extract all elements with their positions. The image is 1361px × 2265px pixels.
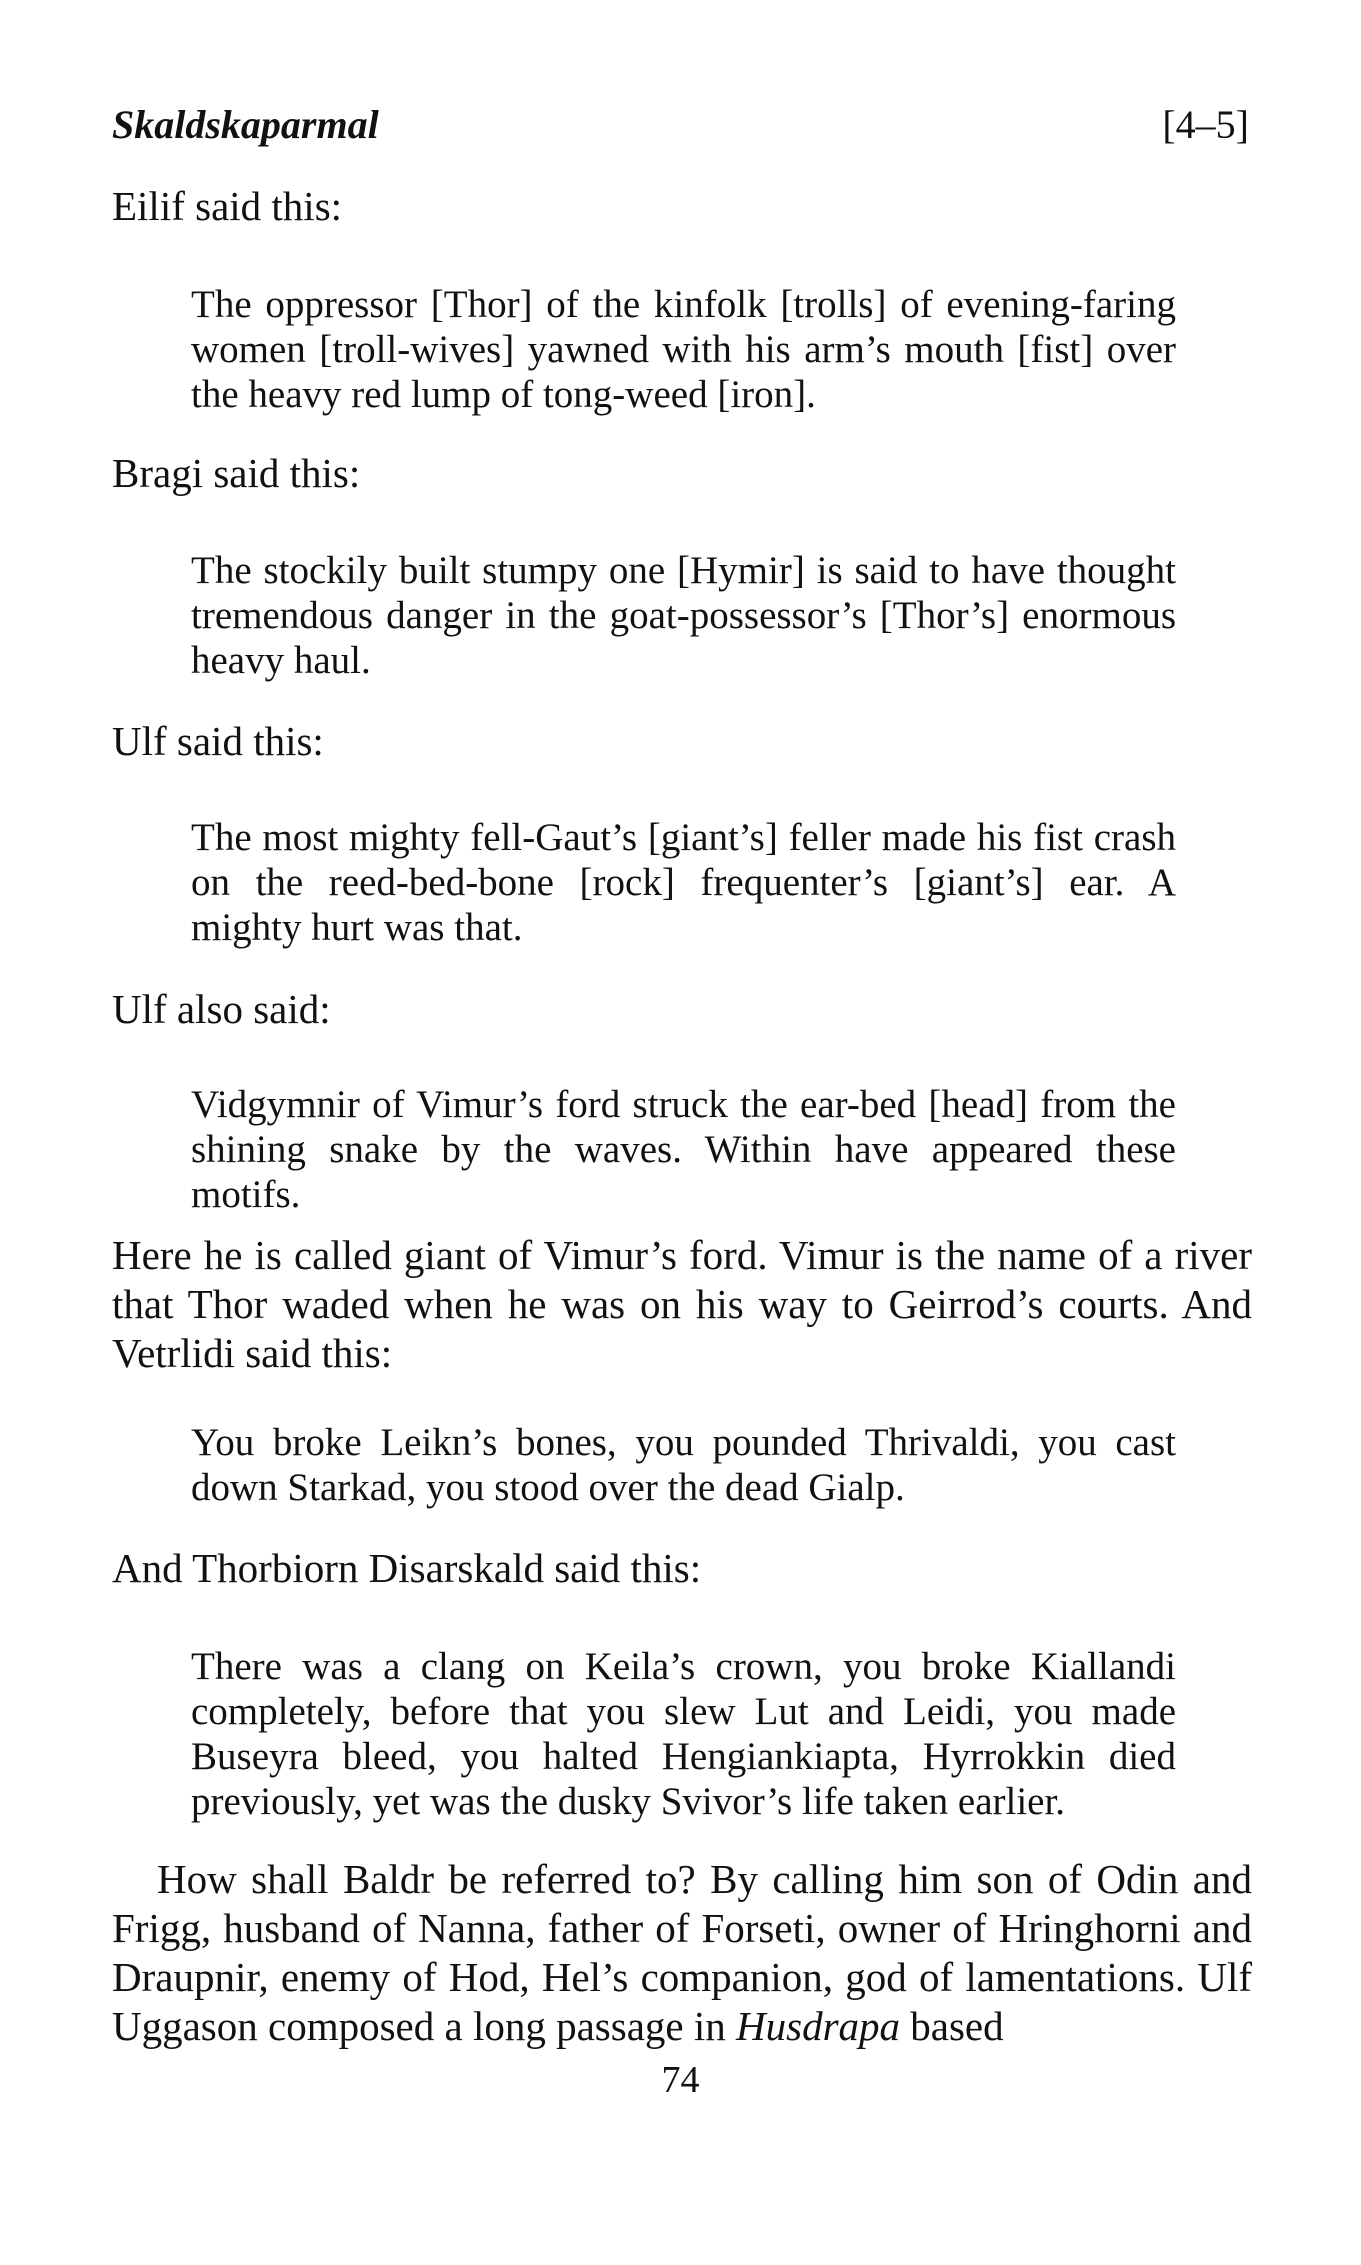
verse-quote: The oppressor [Thor] of the kinfolk [trolls] of evening-faring women [troll-wives] yawned with his arm’s mouth [fist] over the heavy red lump of tong-weed [iron]. bbox=[191, 283, 1176, 416]
verse-quote: The most mighty fell-Gaut’s [giant’s] feller made his fist crash on the reed-bed-bone [rock] frequenter’s [giant’s] ear. A mighty hurt was that. bbox=[191, 816, 1176, 949]
verse-quote: The stockily built stumpy one [Hymir] is said to have thought tremendous danger in the goat-possessor’s [Thor’s] enormous heavy haul. bbox=[191, 549, 1176, 682]
verse-quote: You broke Leikn’s bones, you pounded Thrivaldi, you cast down Starkad, you stood over the dead Gialp. bbox=[191, 1421, 1176, 1509]
verse-quote: There was a clang on Keila’s crown, you broke Kiallandi completely, before that you slew Lut and Leidi, you made Buseyra bleed, you halted Hengiankiapta, Hyrrokkin died previously, yet was the dusky Svivor’s life taken earlier. bbox=[191, 1645, 1176, 1823]
prose-text: How shall Baldr be referred to? By calling him son of Odin and Frigg, husband of Nanna, father of Forseti, owner of Hringhorni and Draupnir, enemy of Hod, Hel’s companion, god of lamentations. Ulf Uggason composed a long passage in bbox=[112, 1856, 1252, 2049]
quote-intro: Ulf also said: bbox=[112, 986, 331, 1032]
quote-intro: And Thorbiorn Disarskald said this: bbox=[112, 1545, 702, 1591]
prose-paragraph bbox=[112, 1855, 1252, 2051]
quote-intro: Bragi said this: bbox=[112, 450, 361, 496]
verse-quote: Vidgymnir of Vimur’s ford struck the ear-bed [head] from the shining snake by the waves. Within have appeared these motifs. bbox=[191, 1083, 1176, 1216]
running-head bbox=[112, 100, 1249, 150]
quote-intro: Eilif said this: bbox=[112, 183, 343, 229]
page-number: 74 bbox=[661, 2059, 700, 2101]
section-reference: [4–5] bbox=[1162, 102, 1249, 147]
prose-text: based bbox=[910, 2003, 1004, 2049]
running-title: Skaldskaparmal bbox=[112, 102, 379, 147]
quote-intro: Ulf said this: bbox=[112, 718, 324, 764]
work-title: Husdrapa bbox=[736, 2003, 901, 2049]
prose-paragraph: Here he is called giant of Vimur’s ford. Vimur is the name of a river that Thor waded when he was on his way to Geirrod’s courts. And Vetrlidi said this: bbox=[112, 1232, 1252, 1376]
